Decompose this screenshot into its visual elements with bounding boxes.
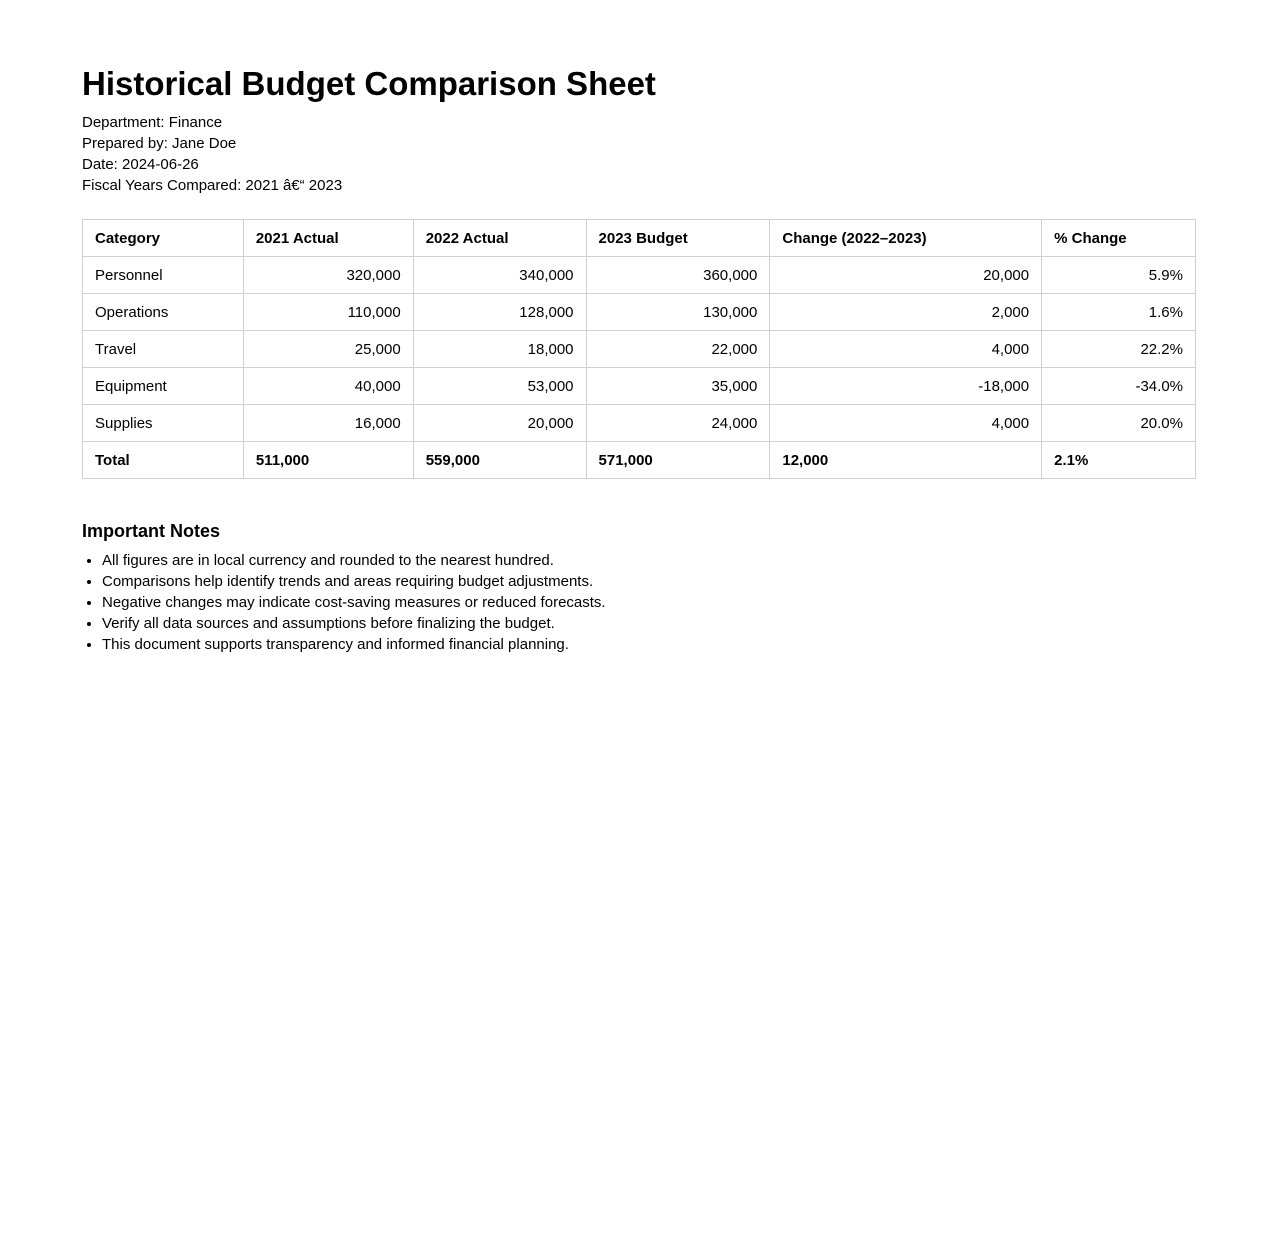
value-cell: 360,000: [586, 257, 770, 294]
total-value-cell: 571,000: [586, 442, 770, 479]
change-cell: 4,000: [770, 405, 1042, 442]
total-row: [83, 442, 1196, 479]
value-cell: 53,000: [413, 368, 586, 405]
total-percent-change-cell: 2.1%: [1042, 442, 1196, 479]
percent-change-cell: 22.2%: [1042, 331, 1196, 368]
table-row: [83, 294, 1196, 331]
change-cell: -18,000: [770, 368, 1042, 405]
notes-heading: Important Notes: [82, 521, 221, 541]
table-row: [83, 257, 1196, 294]
value-cell: 128,000: [413, 294, 586, 331]
value-cell: 18,000: [413, 331, 586, 368]
value-cell: 110,000: [243, 294, 413, 331]
total-value-cell: 559,000: [413, 442, 586, 479]
page-title: Historical Budget Comparison Sheet: [82, 65, 656, 102]
value-cell: 20,000: [413, 405, 586, 442]
fiscal-years-line: Fiscal Years Compared: 2021 â€“ 2023: [82, 177, 343, 194]
percent-change-cell: 20.0%: [1042, 405, 1196, 442]
column-header-category: Category: [83, 220, 244, 257]
percent-change-cell: 5.9%: [1042, 257, 1196, 294]
change-cell: 2,000: [770, 294, 1042, 331]
column-header-change: Change (2022–2023): [770, 220, 1042, 257]
list-item: • Negative changes may indicate cost-saving measures or reduced forecasts.: [102, 592, 606, 613]
prepared-by-line: Prepared by: Jane Doe: [82, 135, 237, 152]
total-change-cell: 12,000: [770, 442, 1042, 479]
value-cell: 320,000: [243, 257, 413, 294]
total-label-cell: Total: [83, 442, 244, 479]
value-cell: 16,000: [243, 405, 413, 442]
column-header-2021-actual: 2021 Actual: [243, 220, 413, 257]
value-cell: 130,000: [586, 294, 770, 331]
change-cell: 4,000: [770, 331, 1042, 368]
list-item: • This document supports transparency and informed financial planning.: [102, 634, 606, 655]
column-header-2023-budget: 2023 Budget: [586, 220, 770, 257]
department-line: Department: Finance: [82, 114, 223, 131]
category-cell: Travel: [83, 331, 244, 368]
value-cell: 340,000: [413, 257, 586, 294]
table-row: [83, 368, 1196, 405]
list-item: • Verify all data sources and assumptions before finalizing the budget.: [102, 613, 606, 634]
table-header-row: [83, 220, 1196, 257]
table-row: [83, 331, 1196, 368]
column-header-percent-change: % Change: [1042, 220, 1196, 257]
value-cell: 40,000: [243, 368, 413, 405]
percent-change-cell: -34.0%: [1042, 368, 1196, 405]
table-row: [83, 405, 1196, 442]
document-meta: [82, 112, 342, 196]
total-value-cell: 511,000: [243, 442, 413, 479]
list-item: • Comparisons help identify trends and areas requiring budget adjustments.: [102, 571, 606, 592]
budget-comparison-table: [82, 219, 1196, 479]
change-cell: 20,000: [770, 257, 1042, 294]
value-cell: 24,000: [586, 405, 770, 442]
date-line: Date: 2024-06-26: [82, 156, 199, 173]
value-cell: 35,000: [586, 368, 770, 405]
category-cell: Personnel: [83, 257, 244, 294]
value-cell: 22,000: [586, 331, 770, 368]
category-cell: Equipment: [83, 368, 244, 405]
value-cell: 25,000: [243, 331, 413, 368]
category-cell: Operations: [83, 294, 244, 331]
notes-list: [82, 550, 606, 655]
percent-change-cell: 1.6%: [1042, 294, 1196, 331]
list-item: • All figures are in local currency and rounded to the nearest hundred.: [102, 550, 606, 571]
column-header-2022-actual: 2022 Actual: [413, 220, 586, 257]
category-cell: Supplies: [83, 405, 244, 442]
